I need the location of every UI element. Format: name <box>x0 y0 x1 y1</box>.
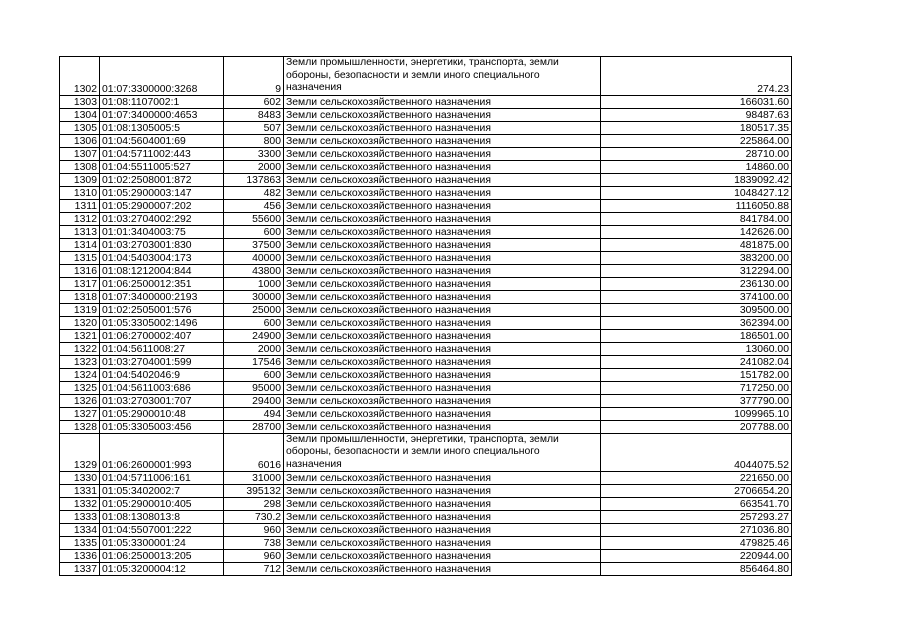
cadastral-number-cell: 01:05:3305003:456 <box>100 420 224 433</box>
table-row <box>60 277 792 290</box>
cadastral-value-cell: 717250.00 <box>601 381 792 394</box>
land-category-cell: Земли сельскохозяйственного назначения <box>284 212 601 225</box>
cadastral-value-cell: 221650.00 <box>601 472 792 485</box>
table-row <box>60 420 792 433</box>
row-number-cell: 1323 <box>60 355 100 368</box>
row-number-cell: 1327 <box>60 407 100 420</box>
cadastral-value-cell: 271036.80 <box>601 524 792 537</box>
cadastral-number-cell: 01:01:3404003:75 <box>100 225 224 238</box>
area-cell: 960 <box>224 524 284 537</box>
cadastral-number-cell: 01:05:3305002:1496 <box>100 316 224 329</box>
area-cell: 600 <box>224 316 284 329</box>
cadastral-value-cell: 663541.70 <box>601 498 792 511</box>
land-category-cell: Земли сельскохозяйственного назначения <box>284 563 601 576</box>
table-row <box>60 108 792 121</box>
land-category-cell: Земли сельскохозяйственного назначения <box>284 108 601 121</box>
table-row <box>60 160 792 173</box>
row-number-cell: 1315 <box>60 251 100 264</box>
area-cell: 600 <box>224 368 284 381</box>
area-cell: 456 <box>224 199 284 212</box>
row-number-cell: 1308 <box>60 160 100 173</box>
cadastral-number-cell: 01:02:2505001:576 <box>100 303 224 316</box>
area-cell: 28700 <box>224 420 284 433</box>
cadastral-value-cell: 1839092.42 <box>601 173 792 186</box>
cadastral-value-cell: 257293.27 <box>601 511 792 524</box>
table-body <box>60 57 792 576</box>
land-category-cell: Земли сельскохозяйственного назначения <box>284 147 601 160</box>
cadastral-value-cell: 841784.00 <box>601 212 792 225</box>
land-category-cell: Земли сельскохозяйственного назначения <box>284 134 601 147</box>
table-row <box>60 550 792 563</box>
cadastral-number-cell: 01:07:3400000:2193 <box>100 290 224 303</box>
row-number-cell: 1312 <box>60 212 100 225</box>
land-category-cell: Земли сельскохозяйственного назначения <box>284 524 601 537</box>
table-row <box>60 121 792 134</box>
cadastral-number-cell: 01:04:5403004:173 <box>100 251 224 264</box>
row-number-cell: 1305 <box>60 121 100 134</box>
land-category-cell: Земли сельскохозяйственного назначения <box>284 498 601 511</box>
cadastral-value-cell: 856464.80 <box>601 563 792 576</box>
land-category-cell: Земли сельскохозяйственного назначения <box>284 160 601 173</box>
cadastral-number-cell: 01:03:2703001:830 <box>100 238 224 251</box>
row-number-cell: 1310 <box>60 186 100 199</box>
table-row <box>60 199 792 212</box>
row-number-cell: 1326 <box>60 394 100 407</box>
land-category-cell: Земли сельскохозяйственного назначения <box>284 394 601 407</box>
cadastral-number-cell: 01:04:5511005:527 <box>100 160 224 173</box>
cadastral-number-cell: 01:04:5402046:9 <box>100 368 224 381</box>
row-number-cell: 1309 <box>60 173 100 186</box>
row-number-cell: 1335 <box>60 537 100 550</box>
area-cell: 25000 <box>224 303 284 316</box>
area-cell: 2000 <box>224 342 284 355</box>
cadastral-value-cell: 1048427.12 <box>601 186 792 199</box>
land-category-cell: Земли сельскохозяйственного назначения <box>284 355 601 368</box>
table-row <box>60 563 792 576</box>
land-category-cell: Земли сельскохозяйственного назначения <box>284 485 601 498</box>
table-row <box>60 394 792 407</box>
cadastral-number-cell: 01:05:2900010:48 <box>100 407 224 420</box>
area-cell: 482 <box>224 186 284 199</box>
land-category-cell: Земли сельскохозяйственного назначения <box>284 121 601 134</box>
cadastral-number-cell: 01:03:2704002:292 <box>100 212 224 225</box>
cadastral-value-cell: 151782.00 <box>601 368 792 381</box>
area-cell: 960 <box>224 550 284 563</box>
row-number-cell: 1303 <box>60 95 100 108</box>
cadastral-value-cell: 14860.00 <box>601 160 792 173</box>
row-number-cell: 1302 <box>60 57 100 96</box>
row-number-cell: 1317 <box>60 277 100 290</box>
table-row <box>60 95 792 108</box>
cadastral-value-cell: 225864.00 <box>601 134 792 147</box>
table-row <box>60 225 792 238</box>
table-row <box>60 472 792 485</box>
row-number-cell: 1311 <box>60 199 100 212</box>
area-cell: 29400 <box>224 394 284 407</box>
area-cell: 17546 <box>224 355 284 368</box>
cadastral-number-cell: 01:04:5711006:161 <box>100 472 224 485</box>
cadastral-number-cell: 01:04:5507001:222 <box>100 524 224 537</box>
row-number-cell: 1321 <box>60 329 100 342</box>
area-cell: 24900 <box>224 329 284 342</box>
land-category-cell: Земли сельскохозяйственного назначения <box>284 342 601 355</box>
land-category-cell: Земли сельскохозяйственного назначения <box>284 303 601 316</box>
row-number-cell: 1306 <box>60 134 100 147</box>
land-category-cell: Земли сельскохозяйственного назначения <box>284 316 601 329</box>
cadastral-value-cell: 180517.35 <box>601 121 792 134</box>
area-cell: 30000 <box>224 290 284 303</box>
cadastral-value-cell: 4044075.52 <box>601 433 792 472</box>
area-cell: 2000 <box>224 160 284 173</box>
cadastral-number-cell: 01:08:1308013:8 <box>100 511 224 524</box>
land-category-cell: Земли сельскохозяйственного назначения <box>284 277 601 290</box>
cadastral-number-cell: 01:03:2704001:599 <box>100 355 224 368</box>
cadastral-value-cell: 220944.00 <box>601 550 792 563</box>
cadastral-value-cell: 166031.60 <box>601 95 792 108</box>
table-row <box>60 303 792 316</box>
land-category-cell: Земли сельскохозяйственного назначения <box>284 264 601 277</box>
row-number-cell: 1307 <box>60 147 100 160</box>
area-cell: 712 <box>224 563 284 576</box>
row-number-cell: 1324 <box>60 368 100 381</box>
cadastral-number-cell: 01:06:2600001:993 <box>100 433 224 472</box>
area-cell: 507 <box>224 121 284 134</box>
cadastral-value-cell: 274.23 <box>601 57 792 96</box>
area-cell: 95000 <box>224 381 284 394</box>
table-row <box>60 57 792 96</box>
cadastral-number-cell: 01:08:1107002:1 <box>100 95 224 108</box>
area-cell: 738 <box>224 537 284 550</box>
cadastral-value-cell: 362394.00 <box>601 316 792 329</box>
cadastral-number-cell: 01:08:1305005:5 <box>100 121 224 134</box>
row-number-cell: 1320 <box>60 316 100 329</box>
row-number-cell: 1332 <box>60 498 100 511</box>
row-number-cell: 1313 <box>60 225 100 238</box>
land-category-cell: Земли сельскохозяйственного назначения <box>284 537 601 550</box>
land-category-cell: Земли сельскохозяйственного назначения <box>284 290 601 303</box>
land-category-cell: Земли сельскохозяйственного назначения <box>284 550 601 563</box>
area-cell: 8483 <box>224 108 284 121</box>
cadastral-number-cell: 01:07:3300000:3268 <box>100 57 224 96</box>
cadastral-value-cell: 1099965.10 <box>601 407 792 420</box>
area-cell: 600 <box>224 225 284 238</box>
row-number-cell: 1331 <box>60 485 100 498</box>
row-number-cell: 1333 <box>60 511 100 524</box>
area-cell: 31000 <box>224 472 284 485</box>
table-row <box>60 537 792 550</box>
land-category-cell: Земли сельскохозяйственного назначения <box>284 420 601 433</box>
cadastral-number-cell: 01:05:3402002:7 <box>100 485 224 498</box>
area-cell: 137863 <box>224 173 284 186</box>
area-cell: 800 <box>224 134 284 147</box>
area-cell: 40000 <box>224 251 284 264</box>
cadastral-number-cell: 01:04:5611003:686 <box>100 381 224 394</box>
land-category-cell: Земли сельскохозяйственного назначения <box>284 381 601 394</box>
land-category-cell: Земли сельскохозяйственного назначения <box>284 95 601 108</box>
table-row <box>60 524 792 537</box>
table-row <box>60 316 792 329</box>
cadastral-number-cell: 01:05:3300001:24 <box>100 537 224 550</box>
cadastral-number-cell: 01:04:5711002:443 <box>100 147 224 160</box>
area-cell: 55600 <box>224 212 284 225</box>
land-category-cell: Земли сельскохозяйственного назначения <box>284 368 601 381</box>
cadastral-number-cell: 01:04:5604001:69 <box>100 134 224 147</box>
area-cell: 3300 <box>224 147 284 160</box>
row-number-cell: 1337 <box>60 563 100 576</box>
land-category-cell: Земли промышленности, энергетики, транспорта, земли обороны, безопасности и земли иного специального назначения <box>284 57 601 96</box>
row-number-cell: 1328 <box>60 420 100 433</box>
table-row <box>60 147 792 160</box>
table-row <box>60 407 792 420</box>
cadastral-number-cell: 01:06:2700002:407 <box>100 329 224 342</box>
land-category-cell: Земли сельскохозяйственного назначения <box>284 199 601 212</box>
land-category-cell: Земли сельскохозяйственного назначения <box>284 225 601 238</box>
area-cell: 9 <box>224 57 284 96</box>
cadastral-number-cell: 01:02:2508001:872 <box>100 173 224 186</box>
table-row <box>60 485 792 498</box>
row-number-cell: 1304 <box>60 108 100 121</box>
cadastral-value-cell: 481875.00 <box>601 238 792 251</box>
table-row <box>60 251 792 264</box>
cadastral-value-cell: 142626.00 <box>601 225 792 238</box>
table-row <box>60 355 792 368</box>
table-row <box>60 433 792 472</box>
table-row <box>60 498 792 511</box>
area-cell: 602 <box>224 95 284 108</box>
table-row <box>60 381 792 394</box>
land-category-cell: Земли сельскохозяйственного назначения <box>284 251 601 264</box>
cadastral-number-cell: 01:03:2703001:707 <box>100 394 224 407</box>
land-category-cell: Земли сельскохозяйственного назначения <box>284 329 601 342</box>
cadastral-value-cell: 28710.00 <box>601 147 792 160</box>
table-row <box>60 186 792 199</box>
land-category-cell: Земли сельскохозяйственного назначения <box>284 511 601 524</box>
area-cell: 43800 <box>224 264 284 277</box>
area-cell: 395132 <box>224 485 284 498</box>
cadastral-value-cell: 241082.04 <box>601 355 792 368</box>
row-number-cell: 1316 <box>60 264 100 277</box>
cadastral-number-cell: 01:05:2900010:405 <box>100 498 224 511</box>
cadastral-value-cell: 2706654.20 <box>601 485 792 498</box>
cadastral-value-cell: 383200.00 <box>601 251 792 264</box>
cadastral-number-cell: 01:07:3400000:4653 <box>100 108 224 121</box>
area-cell: 730.2 <box>224 511 284 524</box>
row-number-cell: 1318 <box>60 290 100 303</box>
row-number-cell: 1329 <box>60 433 100 472</box>
cadastral-number-cell: 01:06:2500013:205 <box>100 550 224 563</box>
cadastral-number-cell: 01:05:2900003:147 <box>100 186 224 199</box>
table-row <box>60 368 792 381</box>
land-category-cell: Земли сельскохозяйственного назначения <box>284 173 601 186</box>
cadastral-value-cell: 312294.00 <box>601 264 792 277</box>
cadastral-number-cell: 01:04:5611008:27 <box>100 342 224 355</box>
table-row <box>60 511 792 524</box>
row-number-cell: 1319 <box>60 303 100 316</box>
cadastral-value-cell: 1116050.88 <box>601 199 792 212</box>
table-row <box>60 173 792 186</box>
table-row <box>60 342 792 355</box>
area-cell: 37500 <box>224 238 284 251</box>
cadastral-value-cell: 186501.00 <box>601 329 792 342</box>
row-number-cell: 1334 <box>60 524 100 537</box>
row-number-cell: 1336 <box>60 550 100 563</box>
table-row <box>60 264 792 277</box>
cadastral-number-cell: 01:06:2500012:351 <box>100 277 224 290</box>
table-row <box>60 290 792 303</box>
area-cell: 6016 <box>224 433 284 472</box>
cadastral-number-cell: 01:05:3200004:12 <box>100 563 224 576</box>
table-row <box>60 134 792 147</box>
table-row <box>60 212 792 225</box>
area-cell: 494 <box>224 407 284 420</box>
land-category-cell: Земли промышленности, энергетики, транспорта, земли обороны, безопасности и земли иного специального назначения <box>284 433 601 472</box>
row-number-cell: 1330 <box>60 472 100 485</box>
land-registry-table <box>59 56 792 576</box>
row-number-cell: 1322 <box>60 342 100 355</box>
row-number-cell: 1314 <box>60 238 100 251</box>
land-category-cell: Земли сельскохозяйственного назначения <box>284 472 601 485</box>
land-category-cell: Земли сельскохозяйственного назначения <box>284 407 601 420</box>
table-row <box>60 238 792 251</box>
cadastral-value-cell: 236130.00 <box>601 277 792 290</box>
area-cell: 298 <box>224 498 284 511</box>
cadastral-value-cell: 98487.63 <box>601 108 792 121</box>
row-number-cell: 1325 <box>60 381 100 394</box>
cadastral-value-cell: 377790.00 <box>601 394 792 407</box>
cadastral-value-cell: 374100.00 <box>601 290 792 303</box>
cadastral-number-cell: 01:08:1212004:844 <box>100 264 224 277</box>
table-row <box>60 329 792 342</box>
land-category-cell: Земли сельскохозяйственного назначения <box>284 238 601 251</box>
cadastral-number-cell: 01:05:2900007:202 <box>100 199 224 212</box>
cadastral-value-cell: 207788.00 <box>601 420 792 433</box>
cadastral-value-cell: 479825.46 <box>601 537 792 550</box>
land-category-cell: Земли сельскохозяйственного назначения <box>284 186 601 199</box>
area-cell: 1000 <box>224 277 284 290</box>
cadastral-value-cell: 13060.00 <box>601 342 792 355</box>
cadastral-value-cell: 309500.00 <box>601 303 792 316</box>
